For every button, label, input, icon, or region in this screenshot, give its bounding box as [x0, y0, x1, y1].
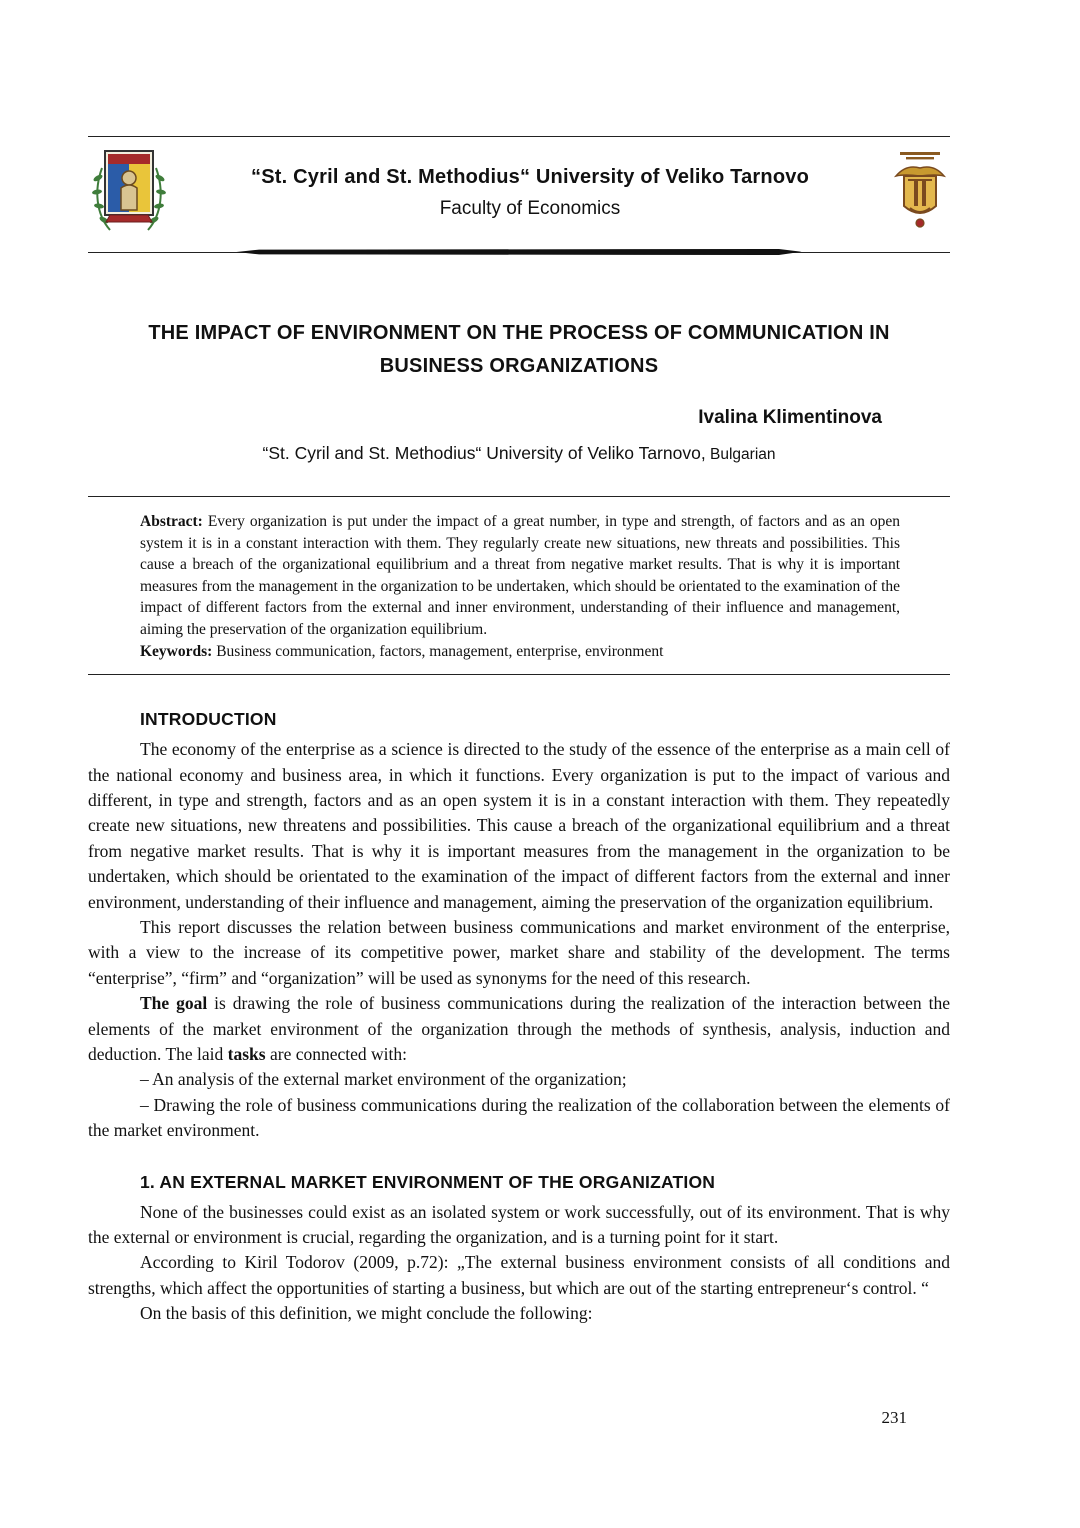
task-list-item-2: – Drawing the role of business communications during the realization of the collaboration between the elements of the market environment. [88, 1094, 950, 1141]
university-crest-logo [90, 146, 168, 239]
affiliation-text: “St. Cyril and St. Methodius“ University of Veliko Tarnovo, [262, 443, 706, 463]
tasks-bold: tasks [227, 1044, 266, 1065]
affiliation-country: Bulgarian [705, 446, 776, 463]
section1-heading: 1. AN EXTERNAL MARKET ENVIRONMENT OF THE ORGANIZATION [140, 1171, 716, 1192]
university-name: “St. Cyril and St. Methodius“ University of Veliko Tarnovo [251, 165, 809, 188]
task-list-item-1: – An analysis of the external market environment of the organization; [140, 1069, 627, 1090]
masthead [88, 137, 950, 248]
abstract-label: Abstract: [140, 513, 203, 530]
introduction-heading: INTRODUCTION [140, 709, 277, 730]
page-title: THE IMPACT OF ENVIRONMENT ON THE PROCESS OF COMMUNICATION IN BUSINESS ORGANIZATIONS [148, 322, 890, 377]
intro-paragraph-2: This report discusses the relation between business communications and market environment of the enterprise, with a view to the increase of its competitive power, market share and stability of the development. The terms “enterprise”, “firm” and “organization” will be used as synonyms for the need of this research. [88, 917, 950, 988]
external-environment-section [88, 1172, 950, 1327]
keywords-list: Business communication, factors, management, enterprise, environment [212, 642, 664, 660]
abstract-top-rule [88, 496, 950, 497]
section1-paragraph-1: None of the businesses could exist as an isolated system or work successfully, out of its environment. That is why the external or environment is crucial, regarding the organization, and is a turning point for it start. [88, 1201, 950, 1248]
section1-paragraph-3: On the basis of this definition, we might conclude the following: [140, 1303, 593, 1324]
goal-bold: The goal [140, 993, 208, 1014]
header-bottom-thick-bar [237, 249, 802, 255]
masthead-text [168, 166, 892, 220]
goal-text: is drawing the role of business communications during the realization of the interaction between the elements of the market environment of the organization through the methods of synthesis, analysis, induction and deduction. The laid [88, 993, 950, 1065]
faculty-emblem-logo [892, 150, 948, 235]
intro-paragraph-3 [88, 991, 950, 1067]
abstract-bottom-rule [88, 674, 950, 675]
keywords-line [140, 641, 900, 663]
abstract-body: Every organization is put under the impact of a great number, in type and strength, of factors and as an open system it is in a constant interaction with them. They regularly create new situations, new threats and possibilities. This cause a breach of the organizational equilibrium and a threat from negative market results. That is why it is important measures from the management in the organization to be undertaken, which should be orientated to the examination of the impact of different factors from the external and inner environment, understanding of their influence and management, aiming the preservation of the organization equilibrium. [140, 513, 900, 638]
page-number: 231 [881, 1408, 907, 1427]
author-affiliation [88, 443, 950, 464]
header-bottom-rule [88, 248, 950, 257]
abstract-paragraph [140, 511, 900, 641]
introduction-section [88, 709, 950, 1144]
keywords-label: Keywords: [140, 642, 213, 660]
abstract-block [88, 496, 950, 675]
intro-paragraph-1: The economy of the enterprise as a science is directed to the study of the essence of the enterprise as a main cell of the national economy and business area, in which it functions. Every organization is put to the impact of various and different, in type and strength, factors and as an open system it is in a constant interaction with them. They repeatedly create new situations, new threatens and possibilities. This cause a breach of the organizational equilibrium and a threat from negative market results. That is why it is important measures from the management in the organization to be undertaken, which should be orientated to the examination of the impact of different factors from the external and inner environment, understanding of their influence and management, aiming the preservation of the organization equilibrium. [88, 739, 950, 912]
tasks-text: are connected with: [265, 1044, 407, 1065]
section1-paragraph-2: According to Kiril Todorov (2009, p.72): „The external business environment consists of all conditions and strengths, which affect the opportunities of starting a business, but which are out of the starting entrepreneur‘s control. “ [88, 1252, 950, 1298]
author-name: Ivalina Klimentinova [698, 407, 882, 428]
faculty-name: Faculty of Economics [439, 197, 621, 219]
